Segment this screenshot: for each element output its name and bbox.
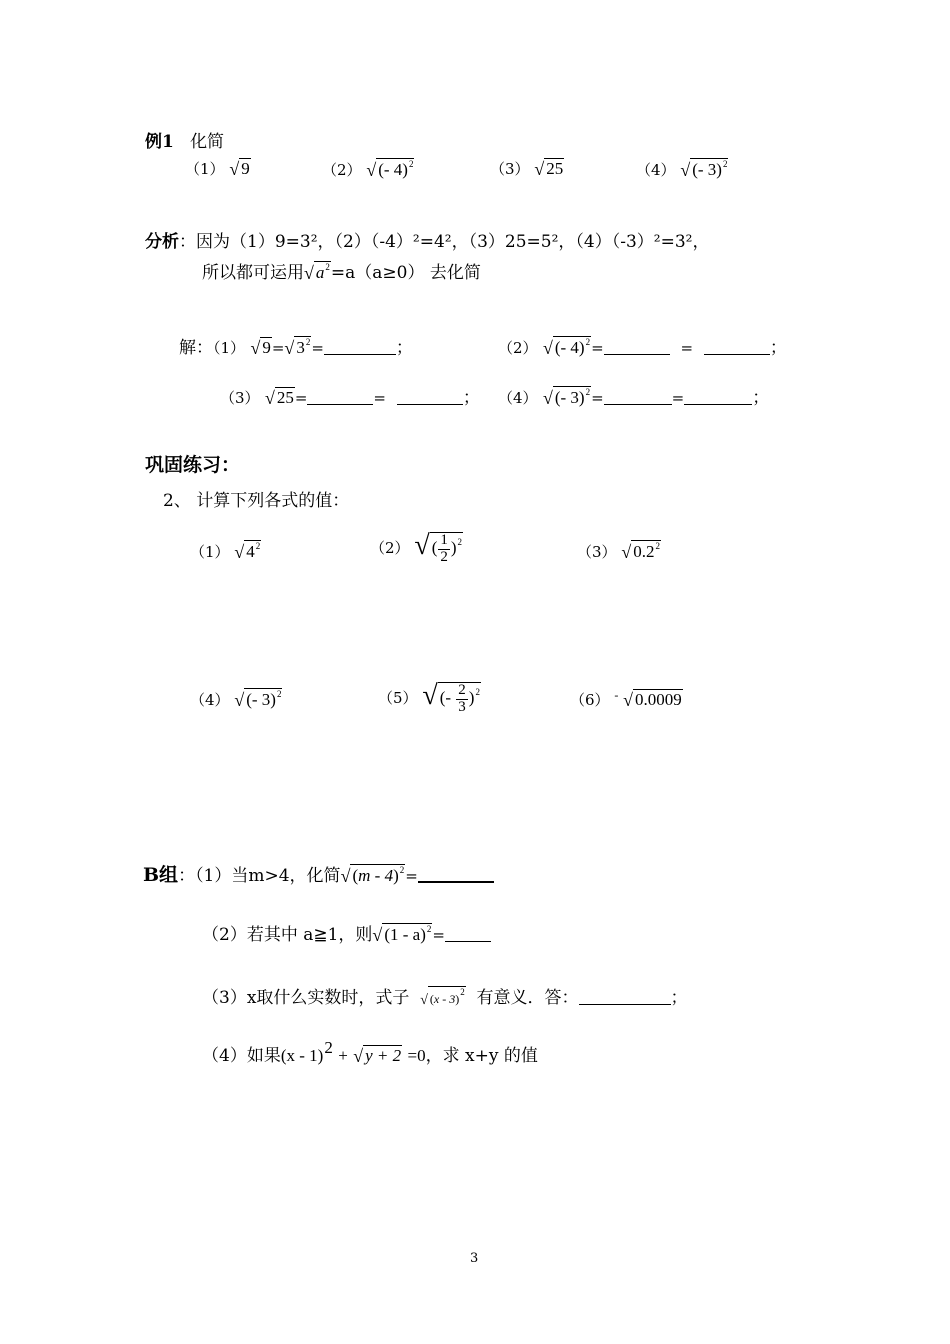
exponent: 2 bbox=[276, 689, 282, 699]
groupB-q4: （4）如果(x - 1)$^2$ + √ y + 2 =0，求 x+y 的值 bbox=[202, 1038, 538, 1066]
example-item-3: （3） √ 25 bbox=[490, 159, 564, 179]
example-item-4: （4） √ (- 3)$^2$ bbox=[636, 159, 728, 180]
exponent: 2 bbox=[457, 537, 463, 547]
exponent: 2 bbox=[460, 987, 465, 997]
question-text: （1）当m>4，化简 bbox=[195, 866, 341, 886]
exponent: 2 bbox=[475, 687, 480, 697]
item-label: （3） bbox=[577, 543, 617, 561]
equals: = bbox=[271, 339, 285, 357]
practice-item-4: （4） √ (- 3)$^2$ bbox=[190, 689, 282, 710]
exponent: 2 bbox=[585, 337, 591, 347]
practice-question: 2、 计算下列各式的值： bbox=[163, 491, 350, 511]
question-text: （4）如果 bbox=[202, 1046, 281, 1066]
item-label: （1） bbox=[185, 160, 225, 178]
plus-sign: + bbox=[338, 1046, 348, 1065]
radicand: 25 bbox=[546, 159, 564, 178]
minus-sign: - bbox=[614, 688, 619, 702]
groupB-q2: （2）若其中 a≧1，则√ (1 - a)$^2$= bbox=[202, 920, 491, 946]
groupB-q3: （3）x取什么实数时，式子 √ (x - 3)$^2$ 有意义．答： ； bbox=[202, 987, 688, 1008]
equals: = bbox=[373, 389, 386, 407]
analysis-formula-text: =a（a≥0） 去化简 bbox=[330, 263, 481, 283]
exponent: 2 bbox=[305, 337, 311, 347]
fraction bbox=[438, 533, 450, 566]
radicand: 1 - a bbox=[389, 925, 421, 944]
example-item-2: （2） √ (- 4)$^2$ bbox=[322, 159, 414, 180]
analysis-colon: ： bbox=[179, 232, 196, 252]
example-instruction: 化简 bbox=[190, 132, 225, 152]
equals: = bbox=[591, 389, 604, 407]
semicolon: ； bbox=[395, 338, 413, 358]
groupB-colon: ： bbox=[178, 866, 196, 886]
fraction-denominator: 3 bbox=[458, 698, 466, 715]
analysis-line-1 bbox=[145, 227, 709, 252]
semicolon: ； bbox=[769, 338, 787, 358]
practice-item-5: （5） √ (- $\frac{2}{3}$ )$^2$ bbox=[378, 680, 480, 715]
analysis-text: 因为（1）9=3²，（2）（-4）²=4²，（3）25=5²，（4）（-3）²=3²， bbox=[196, 232, 710, 252]
radicand: 4 bbox=[246, 542, 255, 561]
fraction-numerator: 2 bbox=[458, 681, 466, 698]
question-text: （2）若其中 a≧1，则 bbox=[202, 925, 373, 945]
item-label: （3） bbox=[220, 389, 260, 407]
item-label: （2） bbox=[498, 339, 538, 357]
item-label: （4） bbox=[498, 389, 538, 407]
item-label: （4） bbox=[636, 161, 676, 179]
fraction-numerator: 1 bbox=[440, 531, 448, 548]
exponent: 2 bbox=[426, 924, 432, 934]
answer-blank[interactable] bbox=[307, 403, 373, 405]
exponent: 2 bbox=[722, 159, 728, 169]
semicolon: ； bbox=[462, 388, 480, 408]
radicand: (- 3) bbox=[246, 690, 276, 709]
equals: = bbox=[671, 389, 685, 407]
item-label: （1） bbox=[213, 339, 246, 357]
radicand: 0.0009 bbox=[635, 690, 682, 709]
radicand: x - 3 bbox=[433, 992, 456, 1006]
example-item-1: （1） √ 9 bbox=[185, 159, 250, 179]
radicand: 9 bbox=[262, 338, 271, 357]
exponent: 2 bbox=[324, 1038, 333, 1057]
answer-blank[interactable] bbox=[579, 1003, 671, 1005]
practice-item-1: （1） √ $4^2$ bbox=[190, 541, 261, 562]
radicand: y + 2 bbox=[365, 1046, 402, 1065]
exponent: 2 bbox=[585, 387, 591, 397]
fraction bbox=[456, 683, 468, 716]
question-text: （3）x取什么实数时，式子 bbox=[202, 988, 410, 1008]
answer-blank[interactable] bbox=[397, 403, 463, 405]
radicand: 25 bbox=[276, 388, 294, 407]
item-label: （5） bbox=[378, 689, 418, 707]
item-label: （3） bbox=[490, 160, 530, 178]
semicolon: ； bbox=[752, 388, 770, 408]
exponent: 2 bbox=[408, 159, 414, 169]
answer-blank[interactable] bbox=[418, 880, 494, 883]
radicand: (- 3) bbox=[692, 160, 722, 179]
item-label: （2） bbox=[370, 539, 410, 557]
example-title bbox=[145, 127, 224, 152]
equals: = bbox=[680, 339, 694, 357]
item-label: （4） bbox=[190, 691, 230, 709]
practice-item-3: （3） √ $0.2^2$ bbox=[577, 541, 660, 562]
answer-blank[interactable] bbox=[704, 353, 770, 355]
radicand: (- 4) bbox=[378, 160, 408, 179]
fraction-denominator: 2 bbox=[440, 548, 448, 565]
answer-blank[interactable] bbox=[445, 940, 491, 942]
analysis-label: 分析 bbox=[145, 232, 179, 252]
solution-1: 解：（1） √ 9=√ $3^2=$ ； bbox=[179, 337, 413, 358]
answer-blank[interactable] bbox=[684, 403, 752, 405]
radicand: (- 3) bbox=[554, 388, 585, 407]
equals: = bbox=[311, 339, 324, 357]
answer-blank[interactable] bbox=[324, 353, 396, 355]
solution-4: （4） √ (- 3)$^2$= = ； bbox=[498, 387, 770, 408]
practice-item-6: （6） - √ 0.0009 bbox=[570, 688, 682, 710]
item-label: （1） bbox=[190, 543, 230, 561]
radicand: 0.2 bbox=[633, 542, 655, 561]
item-label: （6） bbox=[570, 691, 610, 709]
groupB-label: B组 bbox=[143, 864, 179, 886]
radicand: 3 bbox=[296, 338, 305, 357]
equals-zero: =0 bbox=[407, 1046, 426, 1065]
solution-label: 解： bbox=[179, 338, 213, 358]
expression-term: (x - 1) bbox=[280, 1046, 324, 1065]
equals: = bbox=[294, 389, 308, 407]
item-label: （2） bbox=[322, 161, 362, 179]
practice-item-2: （2） √ ( $\frac{1}{2}$ )$^2$ bbox=[370, 530, 463, 565]
solution-2: （2） √ (- 4)$^2$= = ； bbox=[498, 337, 787, 358]
exponent: 2 bbox=[255, 541, 261, 551]
question-text: ，求 x+y 的值 bbox=[425, 1046, 538, 1066]
answer-blank[interactable] bbox=[604, 403, 672, 405]
radicand: a bbox=[315, 263, 325, 282]
example-label: 例1 bbox=[145, 132, 174, 152]
exponent: 2 bbox=[655, 541, 660, 551]
radicand: (- 4) bbox=[554, 338, 585, 357]
answer-blank[interactable] bbox=[604, 353, 670, 355]
radicand: 9 bbox=[241, 159, 250, 178]
practice-heading: 巩固练习： bbox=[145, 454, 241, 476]
solution-3: （3） √ 25= = ； bbox=[220, 388, 480, 408]
radicand: m - 4 bbox=[358, 866, 394, 885]
equals: = bbox=[591, 339, 604, 357]
exponent: 2 bbox=[399, 865, 405, 875]
page-number: 3 bbox=[470, 1251, 479, 1266]
analysis-line-2: 所以都可运用√ $a^2=a(a\ge 0)$ 去化简 bbox=[202, 262, 481, 283]
question-text: 有意义．答： bbox=[476, 988, 579, 1008]
analysis-text: 所以都可运用 bbox=[202, 263, 304, 283]
exponent: 2 bbox=[325, 262, 330, 272]
groupB-q1: B组：（1）当m>4，化简√ (m - 4)$^2$= bbox=[143, 860, 494, 887]
